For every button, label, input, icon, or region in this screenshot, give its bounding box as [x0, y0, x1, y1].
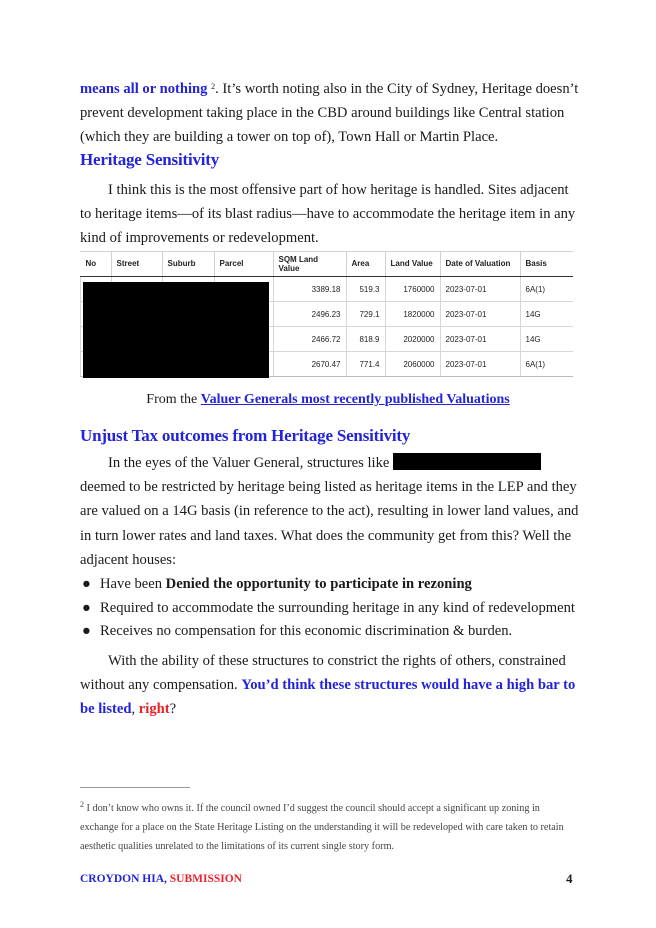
- cell-basis: 14G: [520, 302, 573, 327]
- closing-red: right: [138, 701, 170, 718]
- page-number: 4: [566, 871, 573, 886]
- section2-body-rest: deemed to be restricted by heritage being listed as heritage items in the LEP and they are valued on a 14G basis (in reference to the act), resulting in lower land values, and in turn lower rates and land taxes. What does the community get from this? Well the adjacent houses:: [80, 479, 579, 568]
- cell-date-of-valuation: 2023-07-01: [440, 352, 520, 377]
- intro-rest: . It’s worth noting also in the City of Sydney, Heritage doesn’t prevent development taking place in the CBD around buildings like Central station (which they are building a tower on top of), Town Hall or Martin Place.: [80, 81, 579, 146]
- caption-prefix: From the: [146, 392, 198, 407]
- cell-sqm-land-value: 2670.47: [273, 352, 346, 377]
- cell-basis: 6A(1): [520, 277, 573, 302]
- footer-submission: SUBMISSION: [169, 873, 242, 885]
- closing-text: With the ability of these structures to constrict the rights of others, constrained without any compensation.: [80, 653, 566, 694]
- bullet-1-bold: Denied the opportunity to participate in rezoning: [165, 576, 472, 592]
- bullet-1-prefix: Have been: [100, 576, 162, 592]
- cell-sqm-land-value: 2466.72: [273, 327, 346, 352]
- cell-area: 818.9: [346, 327, 385, 352]
- bullet-icon: ●: [82, 623, 91, 639]
- cell-area: 729.1: [346, 302, 385, 327]
- cell-date-of-valuation: 2023-07-01: [440, 302, 520, 327]
- list-item: [80, 573, 590, 597]
- intro-highlight: means all or nothing: [80, 81, 208, 97]
- section2-body: [80, 451, 580, 572]
- table-caption: [0, 392, 656, 408]
- table-header-row: [81, 251, 574, 277]
- heading-heritage-sensitivity: Heritage Sensitivity: [80, 150, 220, 169]
- col-header-no: No: [81, 251, 112, 277]
- col-header-basis: Basis: [520, 251, 573, 277]
- bullet-3-text: Receives no compensation for this economic discrimination & burden.: [100, 623, 513, 639]
- col-header-street: Street: [111, 251, 162, 277]
- footnote-ref[interactable]: 2: [211, 82, 216, 91]
- cell-sqm-land-value: 2496.23: [273, 302, 346, 327]
- cell-area: 771.4: [346, 352, 385, 377]
- col-header-sqm-land-value: SQM Land Value: [273, 251, 346, 277]
- intro-paragraph: [80, 75, 580, 150]
- col-header-suburb: Suburb: [162, 251, 214, 277]
- closing-blue: You’d think these structures would have a high bar to be listed: [80, 677, 576, 718]
- section1-body: I think this is the most offensive part of how heritage is handled. Sites adjacent to heritage items—of its blast radius—have to accommodate the heritage item in any kind of improvements or redevelopment.: [80, 182, 576, 247]
- footnote: [80, 796, 580, 856]
- col-header-date-of-valuation: Date of Valuation: [440, 251, 520, 277]
- footnote-number: 2: [80, 800, 84, 809]
- cell-sqm-land-value: 3389.18: [273, 277, 346, 302]
- bullet-icon: ●: [82, 599, 91, 616]
- cell-area: 519.3: [346, 277, 385, 302]
- col-header-parcel: Parcel: [214, 251, 273, 277]
- valuations-link[interactable]: Valuer Generals most recently published Valuations: [200, 392, 510, 407]
- closing-comma: ,: [131, 701, 136, 718]
- section2-body-start: In the eyes of the Valuer General, structures like: [108, 455, 390, 471]
- adjacent-houses-list: [80, 573, 590, 644]
- cell-land-value: 2060000: [385, 352, 440, 377]
- cell-basis: 6A(1): [520, 352, 573, 377]
- cell-date-of-valuation: 2023-07-01: [440, 327, 520, 352]
- footnote-text: I don’t know who owns it. If the council owned I’d suggest the council should accept a significant up zoning in exchange for a place on the State Heritage Listing on the understanding it will be redeveloped with care taken to retain aesthetic qualities unrelated to the limitations of its current single story form.: [80, 803, 564, 852]
- list-item: [80, 597, 590, 621]
- cell-date-of-valuation: 2023-07-01: [440, 277, 520, 302]
- footer-title: CROYDON HIA,: [80, 873, 167, 885]
- redaction-block-table: [83, 282, 269, 378]
- bullet-icon: ●: [82, 576, 91, 592]
- closing-end: ?: [169, 701, 177, 718]
- closing-paragraph: [80, 649, 580, 722]
- redaction-inline: [393, 453, 541, 470]
- list-item: [80, 620, 590, 644]
- heading-unjust-tax-outcomes: Unjust Tax outcomes from Heritage Sensitivity: [80, 426, 411, 445]
- bullet-2-text: Required to accommodate the surrounding heritage in any kind of redevelopment: [100, 599, 575, 616]
- cell-land-value: 2020000: [385, 327, 440, 352]
- page-footer: [80, 873, 242, 885]
- col-header-area: Area: [346, 251, 385, 277]
- cell-land-value: 1760000: [385, 277, 440, 302]
- col-header-land-value: Land Value: [385, 251, 440, 277]
- cell-basis: 14G: [520, 327, 573, 352]
- cell-land-value: 1820000: [385, 302, 440, 327]
- footnote-divider: [80, 787, 190, 788]
